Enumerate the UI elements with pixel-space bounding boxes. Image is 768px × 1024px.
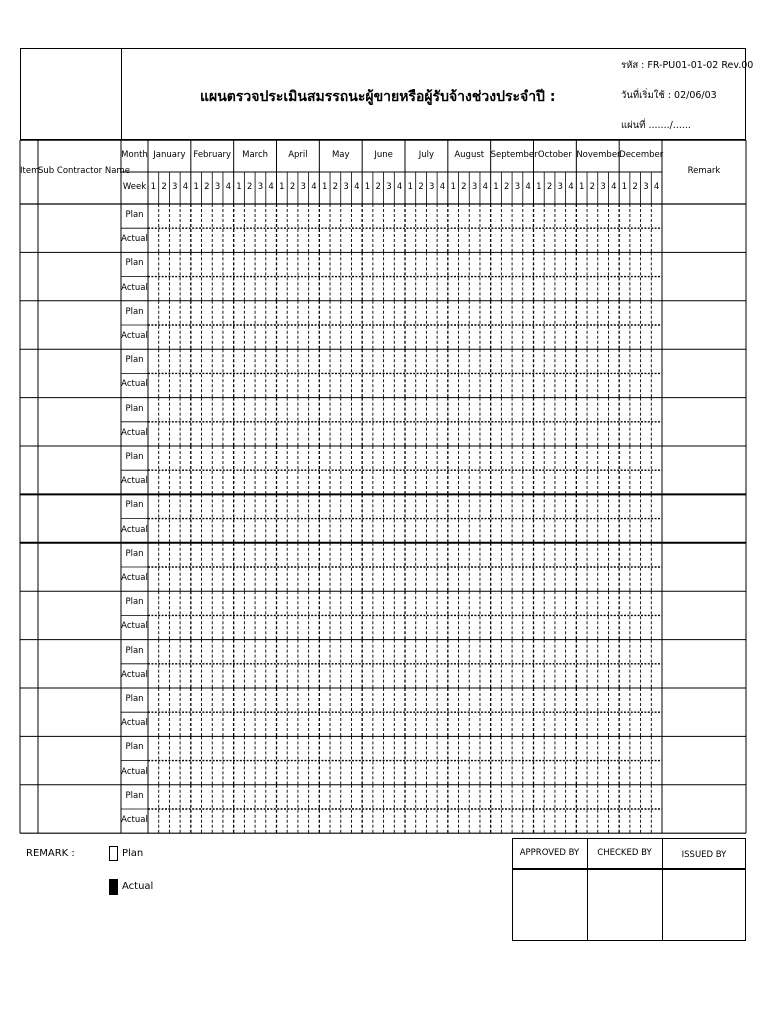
plan-row-label: Plan [125,210,144,220]
legend-plan-box [109,846,118,861]
remark-label: REMARK : [26,848,75,859]
plan-row-label: Plan [125,355,144,366]
legend-actual-box [109,879,118,895]
week-number: 4 [525,182,531,192]
week-number: 4 [611,182,617,192]
actual-row-label: Actual [121,815,148,825]
actual-row-label: Actual [121,524,148,535]
approved-by-label: APPROVED BY [519,848,580,858]
week-number: 4 [311,182,317,192]
week-number: 4 [653,182,660,192]
week-number: 3 [214,182,221,192]
month-label: March [242,150,269,160]
week-number: 4 [439,182,446,192]
week-number: 2 [247,182,253,192]
month-label: September [490,150,538,160]
week-number: 4 [182,182,189,192]
form-code: รหัส : FR-PU01-01-02 Rev.00 [621,60,754,71]
week-number: 1 [279,182,285,192]
week-number: 3 [600,182,606,192]
week-number: 1 [364,182,371,192]
actual-row-label: Actual [121,282,148,293]
actual-row-label: Actual [121,669,148,680]
plan-row-label: Plan [125,645,144,656]
plan-row-label: Plan [125,306,144,317]
legend-actual-label: Actual [122,881,154,892]
week-number: 3 [343,182,349,192]
week-number: 3 [386,182,392,192]
week-number: 2 [161,182,167,192]
week-number: 1 [493,182,499,192]
month-label: June [374,150,393,160]
plan-row-label: Plan [125,452,144,462]
week-number: 1 [150,182,157,192]
plan-row-label: Plan [125,694,144,704]
week-number: 2 [461,182,467,192]
item-header: Item [20,166,40,176]
week-number: 2 [546,182,553,192]
checked-by-label: CHECKED BY [597,848,652,858]
week-number: 1 [193,182,199,192]
month-label: December [619,150,664,160]
week-number: 4 [225,182,232,192]
week-number: 3 [257,182,264,192]
week-header: Week [122,182,147,192]
week-number: 2 [332,182,339,192]
month-label: May [331,150,350,160]
actual-row-label: Actual [121,718,148,729]
week-number: 3 [471,182,478,192]
actual-row-label: Actual [121,476,148,487]
legend-plan-label: Plan [122,848,144,859]
form-sheet: แผ่นที่ ......./...... [621,120,691,131]
form-date: วันที่เริ่มใช้ : 02/06/03 [621,90,717,101]
plan-row-label: Plan [125,258,144,269]
month-label: April [288,150,308,160]
month-header: Month [121,150,148,160]
week-number: 2 [504,182,510,192]
subcontractor-header: Sub Contractor Name [38,166,130,176]
week-number: 2 [589,182,596,192]
actual-row-label: Actual [121,766,148,777]
week-number: 2 [289,182,296,192]
month-label: January [153,150,186,160]
actual-row-label: Actual [121,331,148,341]
week-number: 3 [557,182,563,192]
week-number: 3 [172,182,178,192]
week-number: 1 [321,182,328,192]
plan-row-label: Plan [125,790,144,801]
plan-row-label: Plan [125,500,144,511]
week-number: 4 [268,182,274,192]
form-title: แผนตรวจประเมินสมรรถนะผู้ขายหรือผู้รับจ้างช่วงประจำปี : [200,89,556,105]
week-number: 2 [632,182,638,192]
actual-row-label: Actual [121,621,148,632]
actual-row-label: Actual [121,573,148,583]
remark-header: Remark [687,166,721,176]
plan-row-label: Plan [125,597,144,608]
week-number: 1 [450,182,456,192]
issued-by-label: ISSUED BY [681,850,727,860]
week-number: 2 [204,182,210,192]
signature-header-line [512,868,746,870]
actual-row-label: Actual [121,427,148,438]
week-number: 3 [300,182,306,192]
plan-row-label: Plan [125,403,144,414]
week-number: 4 [354,182,360,192]
month-label: August [454,150,485,160]
week-number: 1 [621,182,628,192]
week-number: 4 [396,182,403,192]
week-number: 1 [236,182,242,192]
week-number: 3 [429,182,435,192]
week-number: 1 [536,182,542,192]
plan-row-label: Plan [125,548,144,559]
week-number: 4 [482,182,489,192]
month-label: October [537,150,572,160]
week-number: 2 [418,182,424,192]
week-number: 4 [568,182,574,192]
actual-row-label: Actual [121,379,148,390]
week-number: 3 [643,182,649,192]
week-number: 2 [375,182,381,192]
week-number: 1 [578,182,585,192]
month-label: November [576,150,621,160]
month-label: July [418,150,435,160]
week-number: 3 [514,182,521,192]
month-label: February [193,150,232,160]
plan-row-label: Plan [125,742,144,753]
week-number: 1 [407,182,414,192]
actual-row-label: Actual [121,234,148,245]
